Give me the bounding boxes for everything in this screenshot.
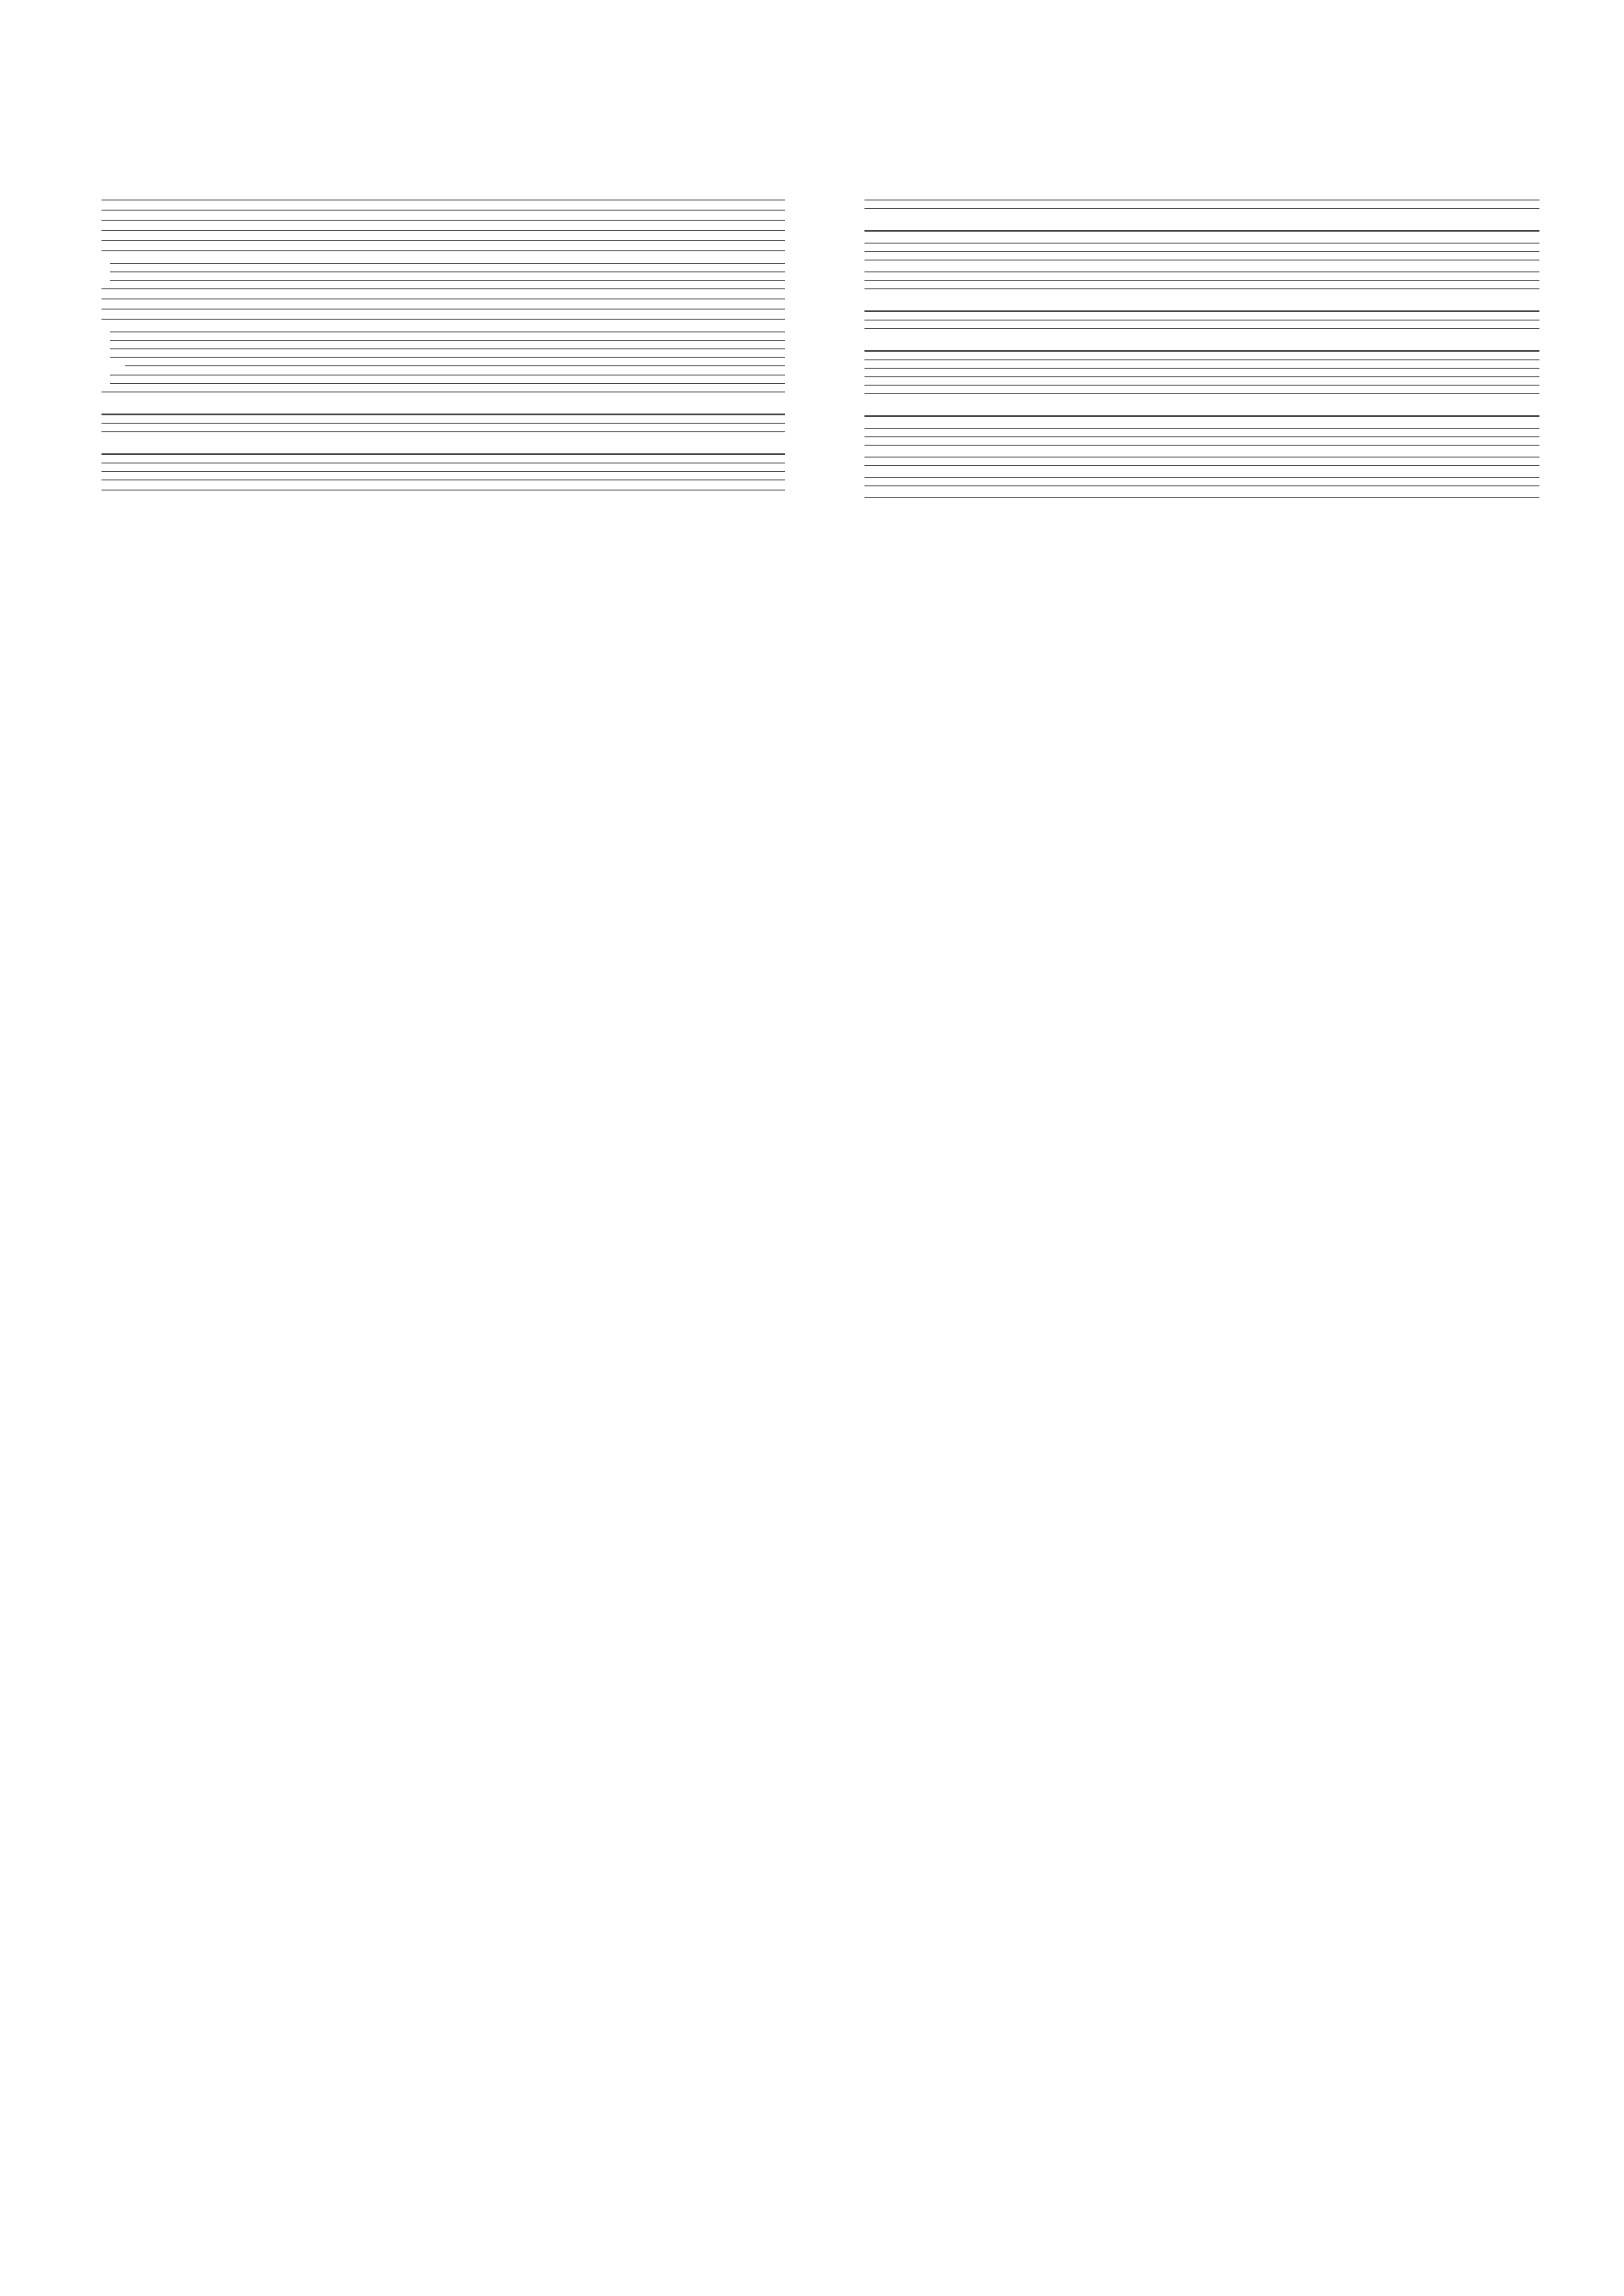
page-header <box>102 140 1539 174</box>
spec-row <box>864 478 1539 486</box>
spec-row <box>110 332 785 341</box>
spec-row <box>864 377 1539 386</box>
spec-block <box>102 251 785 289</box>
spec-row <box>864 321 1539 329</box>
spec-row <box>864 437 1539 446</box>
spec-row <box>110 255 785 264</box>
left-column <box>102 200 785 490</box>
spec-row <box>110 341 785 349</box>
power-analysis-row <box>125 366 785 370</box>
spec-block <box>102 211 785 221</box>
spec-block <box>102 310 785 320</box>
spec-row <box>864 272 1539 281</box>
spec-block <box>102 241 785 251</box>
spec-block <box>102 320 785 392</box>
spec-row <box>864 449 1539 458</box>
spec-block <box>102 200 785 211</box>
usb-compatible <box>864 490 1539 498</box>
spec-row <box>864 458 1539 466</box>
math-mode <box>110 349 785 358</box>
spec-block <box>102 480 785 490</box>
spec-row <box>864 369 1539 377</box>
spec-row <box>102 424 785 432</box>
spec-block <box>102 221 785 231</box>
spec-row <box>864 281 1539 289</box>
spec-row <box>864 235 1539 244</box>
spec-row <box>864 352 1539 360</box>
spec-row <box>864 312 1539 321</box>
spec-row <box>110 272 785 281</box>
spec-row <box>864 386 1539 394</box>
spec-row <box>864 360 1539 369</box>
spec-row <box>864 420 1539 429</box>
spec-row <box>110 281 785 288</box>
spec-block <box>102 289 785 299</box>
right-column <box>864 200 1539 498</box>
spec-block <box>102 231 785 241</box>
spec-row <box>102 455 785 463</box>
spec-row <box>110 324 785 332</box>
defective-pixels-row <box>864 200 1539 209</box>
spec-row <box>102 472 785 480</box>
spec-row <box>864 244 1539 252</box>
spec-row <box>110 264 785 272</box>
math-items <box>110 358 785 375</box>
spec-row <box>864 252 1539 260</box>
spec-row <box>864 469 1539 478</box>
spec-block <box>102 299 785 310</box>
sync-channel-filter <box>110 384 785 392</box>
spec-row <box>102 415 785 424</box>
spec-row <box>102 463 785 472</box>
spec-row <box>864 429 1539 437</box>
spec-row <box>864 264 1539 272</box>
sync-channel <box>110 375 785 384</box>
